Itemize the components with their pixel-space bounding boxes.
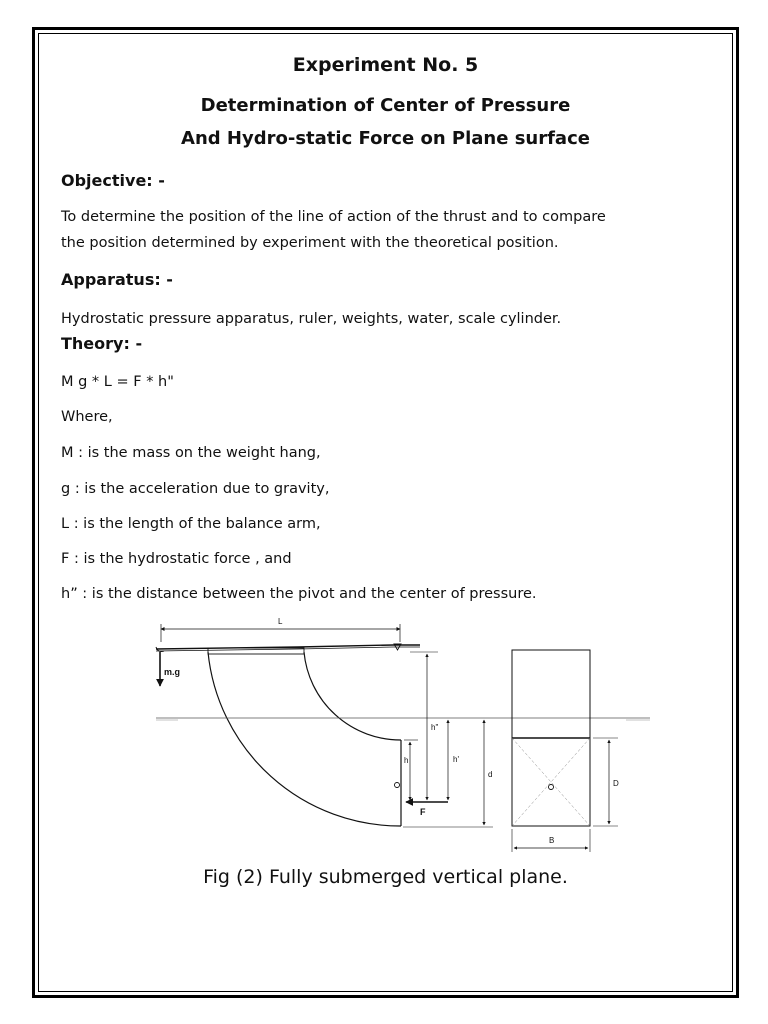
- definition-g: g : is the acceleration due to gravity,: [61, 481, 330, 497]
- water-surface: [156, 718, 650, 720]
- quadrant: [208, 648, 401, 826]
- definition-m: M : is the mass on the weight hang,: [61, 445, 321, 461]
- definition-F: F : is the hydrostatic force , and: [61, 551, 292, 567]
- definition-h: h” : is the distance between the pivot and the center of pressure.: [61, 586, 537, 602]
- theory-heading: Theory: -: [61, 334, 143, 353]
- label-h-prime: h': [453, 755, 459, 764]
- weight-force: [160, 652, 180, 686]
- experiment-number: Experiment No. 5: [292, 54, 479, 76]
- length-dimension: [161, 617, 400, 642]
- apparatus-heading: Apparatus: -: [61, 270, 173, 289]
- hydrostatic-force: [406, 802, 448, 817]
- objective-line-2: the position determined by experiment with the theoretical position.: [61, 235, 559, 251]
- label-B: B: [549, 836, 555, 845]
- theory-where: Where,: [61, 409, 113, 425]
- label-L: L: [278, 617, 283, 626]
- label-d: d: [488, 770, 493, 779]
- apparatus-text: Hydrostatic pressure apparatus, ruler, weights, water, scale cylinder.: [61, 311, 562, 327]
- depth-dimensions: [403, 652, 493, 827]
- label-F: F: [420, 807, 426, 817]
- label-D: D: [613, 779, 619, 788]
- label-mg: m.g: [164, 667, 181, 677]
- objective-heading: Objective: -: [61, 171, 165, 190]
- label-h: h: [404, 756, 409, 765]
- figure-caption: Fig (2) Fully submerged vertical plane.: [203, 866, 568, 888]
- apparatus-diagram: [148, 612, 658, 857]
- title-line-2: And Hydro-static Force on Plane surface: [181, 128, 590, 149]
- definition-L: L : is the length of the balance arm,: [61, 516, 321, 532]
- objective-line-1: To determine the position of the line of action of the thrust and to compare: [61, 209, 606, 225]
- label-h-double-prime: h": [431, 723, 439, 732]
- end-view: [512, 650, 619, 852]
- theory-formula: M g * L = F * h": [61, 374, 174, 390]
- objective-text: [61, 204, 606, 256]
- title-line-1: Determination of Center of Pressure: [200, 95, 571, 116]
